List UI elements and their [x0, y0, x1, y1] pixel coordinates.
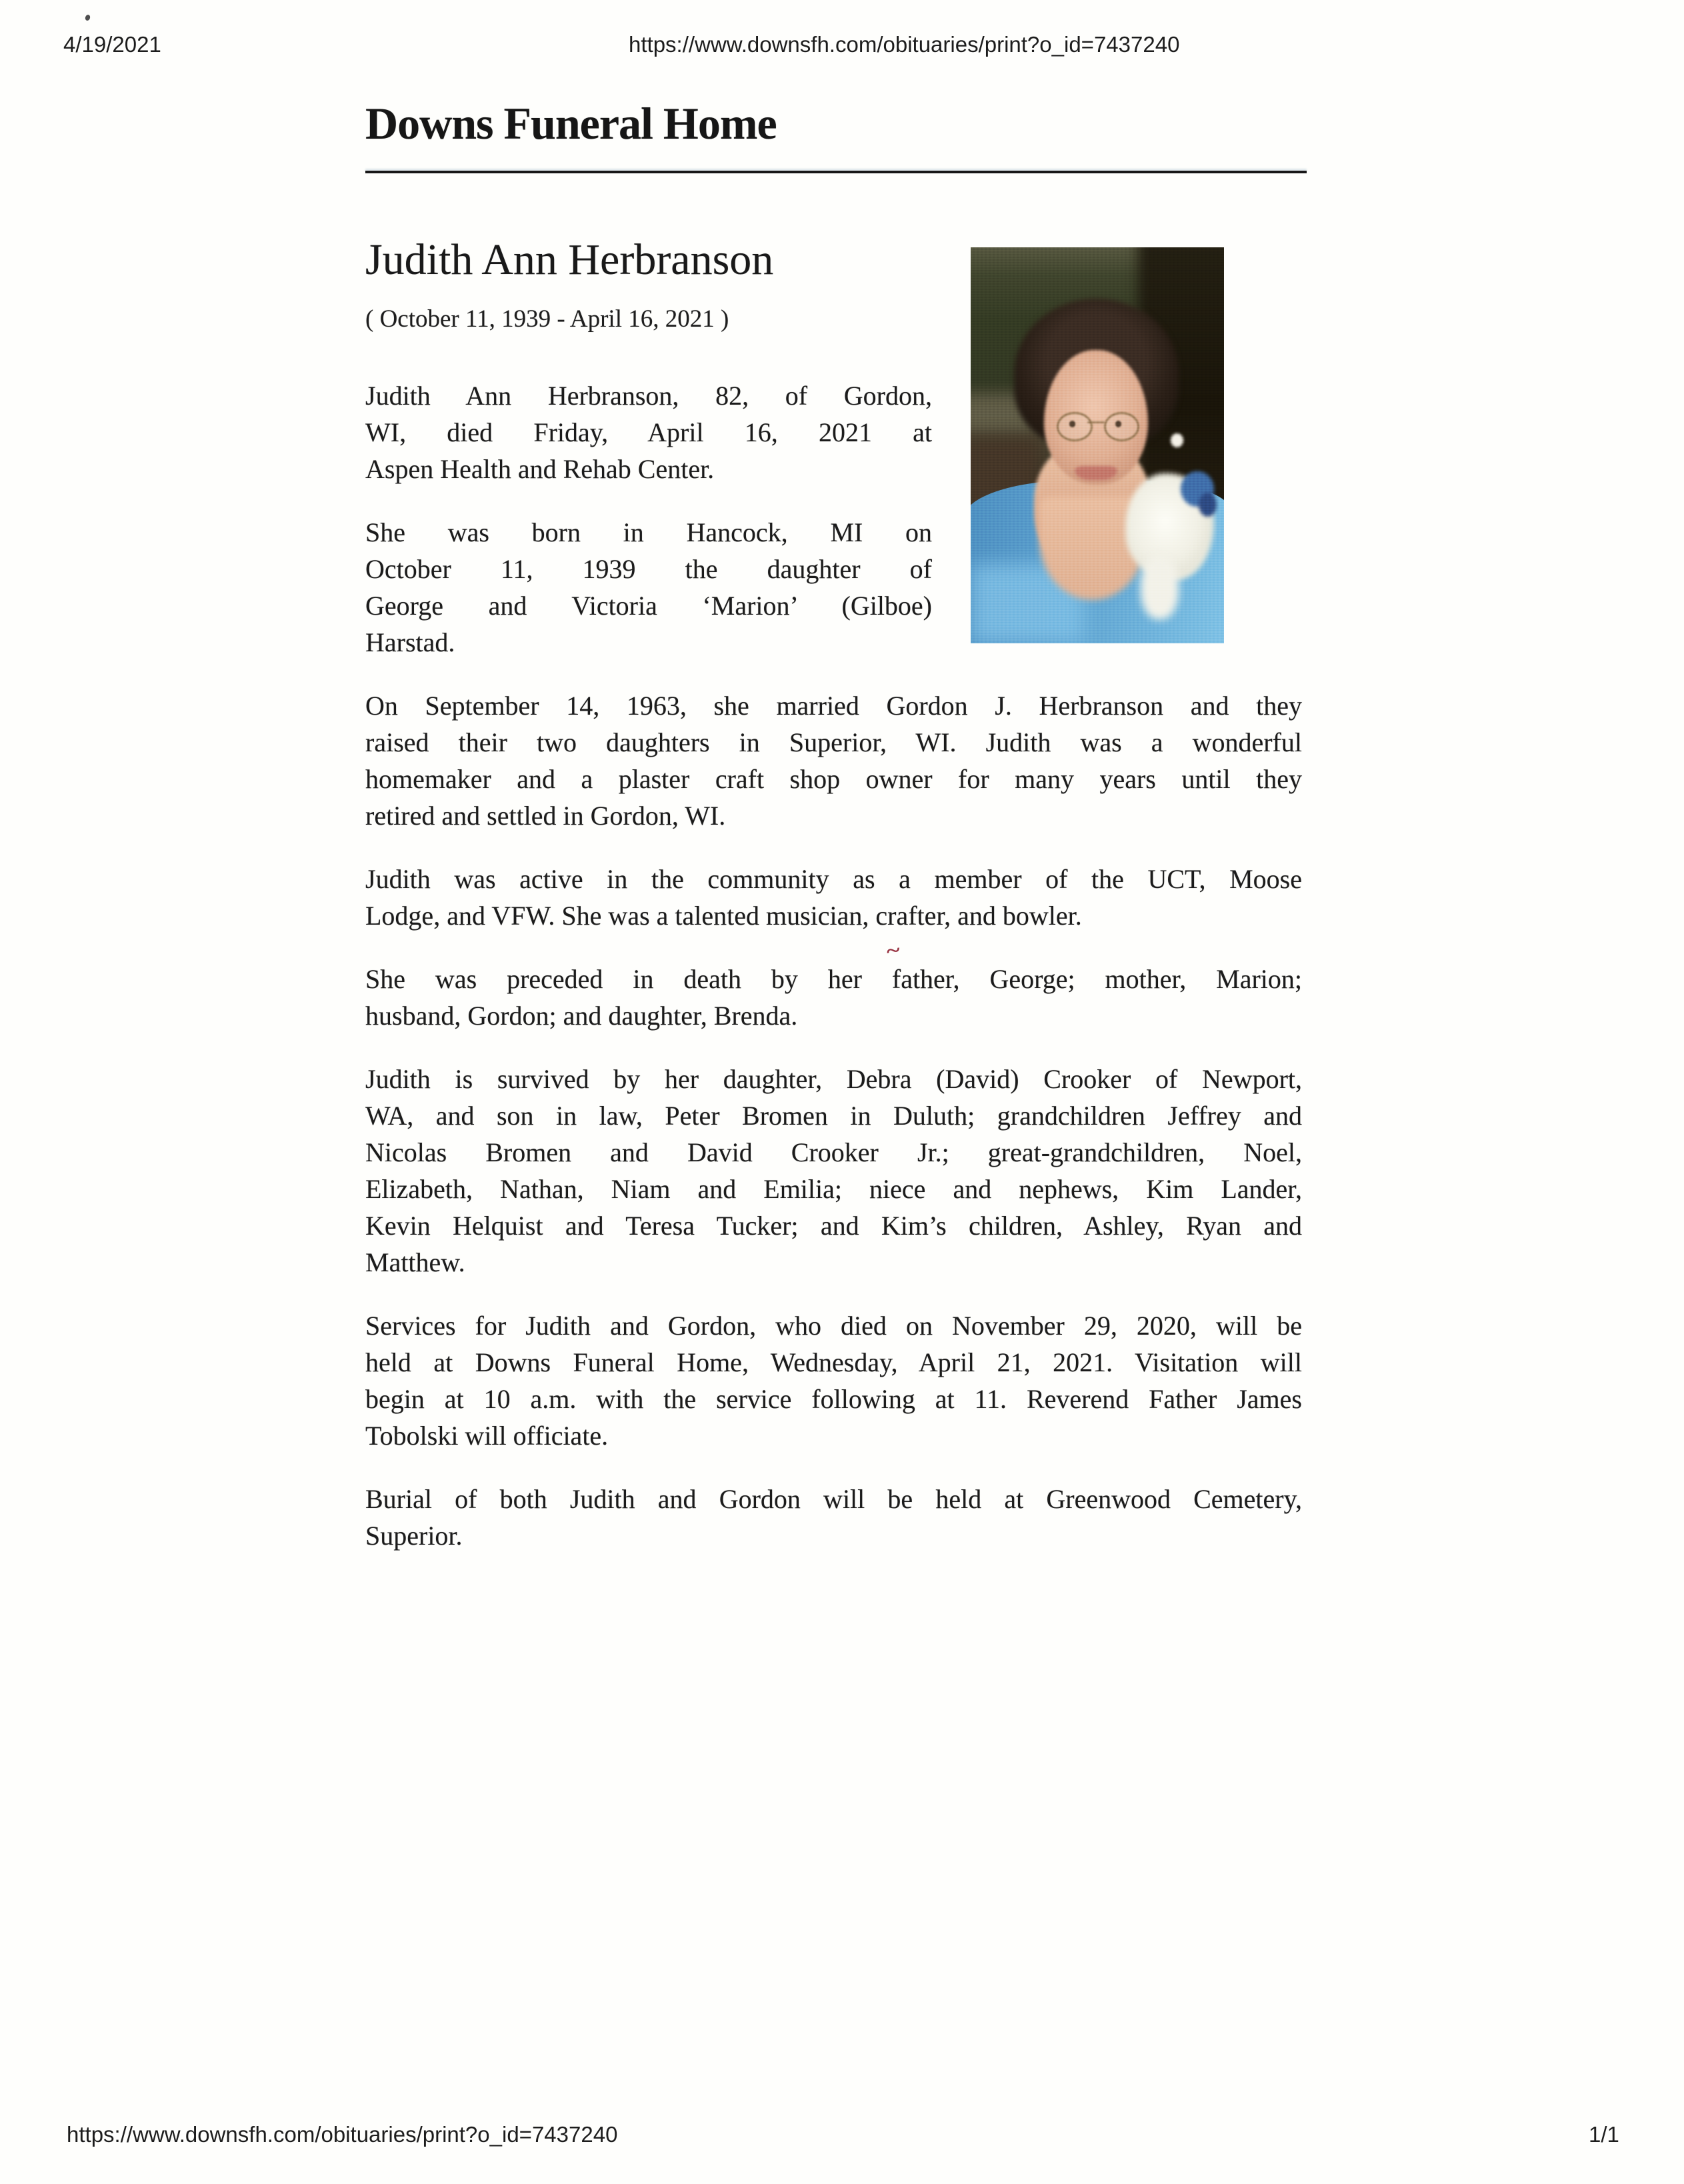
- text-line: Judith Ann Herbranson, 82, of Gordon,: [365, 381, 932, 411]
- text-line: Kevin Helquist and Teresa Tucker; and Kim’s children, Ashley, Ryan and: [365, 1211, 1302, 1241]
- text-line: Burial of both Judith and Gordon will be held at Greenwood Cemetery,: [365, 1484, 1302, 1514]
- obituary-paragraph: [365, 1061, 1302, 1281]
- text-line: raised their two daughters in Superior, WI. Judith was a wonderful: [365, 727, 1302, 757]
- text-line: begin at 10 a.m. with the service following at 11. Reverend Father James: [365, 1384, 1302, 1414]
- obituary-name-heading: Judith Ann Herbranson: [365, 235, 774, 284]
- text-line: She was born in Hancock, MI on: [365, 517, 932, 547]
- text-line: WA, and son in law, Peter Bromen in Duluth; grandchildren Jeffrey and: [365, 1101, 1302, 1131]
- scan-red-mark-artifact: ~: [885, 938, 902, 963]
- text-line: She was preceded in death by her father, George; mother, Marion;: [365, 964, 1302, 994]
- obituary-article: [365, 235, 1307, 1581]
- text-line: Matthew.: [365, 1247, 465, 1277]
- obituary-paragraphs: [365, 377, 1307, 1554]
- obituary-paragraph: [365, 1307, 1302, 1454]
- print-header-url: https://www.downsfh.com/obituaries/print?o_id=7437240: [629, 32, 1180, 57]
- obituary-paragraph: [365, 377, 932, 487]
- text-line: Nicolas Bromen and David Crooker Jr.; great-grandchildren, Noel,: [365, 1137, 1302, 1167]
- obituary-paragraph: [365, 1481, 1302, 1554]
- text-line: Tobolski will officiate.: [365, 1421, 609, 1451]
- masthead-divider: [365, 171, 1307, 173]
- print-footer-page-indicator: 1/1: [1589, 2122, 1619, 2147]
- text-line: Superior.: [365, 1521, 463, 1551]
- text-line: WI, died Friday, April 16, 2021 at: [365, 417, 932, 447]
- obituary-paragraph: [365, 861, 1302, 934]
- obituary-paragraph: [365, 687, 1302, 834]
- text-line: Judith is survived by her daughter, Debra (David) Crooker of Newport,: [365, 1064, 1302, 1094]
- obituary-paragraph: [365, 514, 932, 661]
- text-line: Harstad.: [365, 627, 455, 657]
- text-line: Aspen Health and Rehab Center.: [365, 454, 715, 484]
- text-line: husband, Gordon; and daughter, Brenda.: [365, 1001, 798, 1031]
- scan-dot-artifact: [85, 14, 91, 21]
- site-title: Downs Funeral Home: [365, 98, 777, 149]
- text-line: Lodge, and VFW. She was a talented musician, crafter, and bowler.: [365, 901, 1082, 931]
- text-line: homemaker and a plaster craft shop owner for many years until they: [365, 764, 1302, 794]
- obituary-dates: ( October 11, 1939 - April 16, 2021 ): [365, 305, 729, 333]
- text-line: Judith was active in the community as a member of the UCT, Moose: [365, 864, 1302, 894]
- text-line: retired and settled in Gordon, WI.: [365, 801, 726, 831]
- obituary-paragraph: [365, 961, 1302, 1034]
- text-line: Services for Judith and Gordon, who died on November 29, 2020, will be: [365, 1311, 1302, 1341]
- text-line: George and Victoria ‘Marion’ (Gilboe): [365, 591, 932, 621]
- print-header-date: 4/19/2021: [63, 32, 161, 57]
- text-line: October 11, 1939 the daughter of: [365, 554, 932, 584]
- text-line: On September 14, 1963, she married Gordon J. Herbranson and they: [365, 691, 1302, 721]
- text-line: held at Downs Funeral Home, Wednesday, April 21, 2021. Visitation will: [365, 1347, 1302, 1377]
- text-line: Elizabeth, Nathan, Niam and Emilia; niece and nephews, Kim Lander,: [365, 1174, 1302, 1204]
- print-footer-url: https://www.downsfh.com/obituaries/print?o_id=7437240: [67, 2122, 618, 2147]
